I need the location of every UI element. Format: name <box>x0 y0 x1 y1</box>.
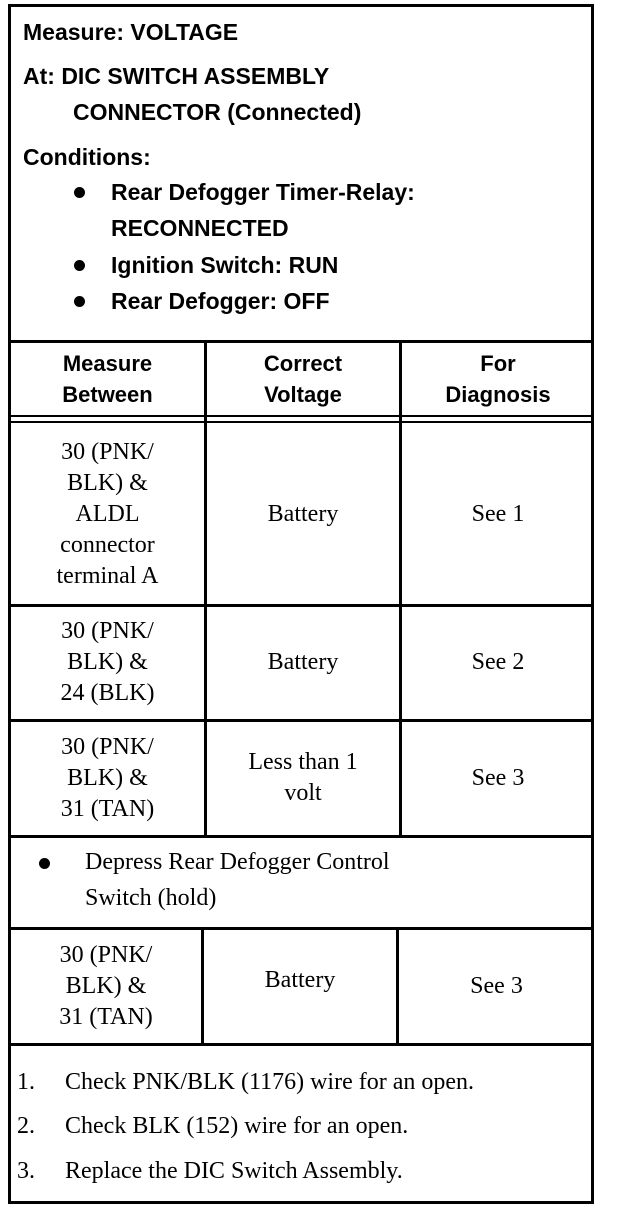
bullet-icon <box>74 296 85 307</box>
column-header-measure-between: Measure Between <box>62 350 153 407</box>
table-row-4-diagnosis: See 3 <box>470 972 523 999</box>
condition-timer-relay: Rear Defogger Timer-Relay: <box>111 179 415 205</box>
bullet-icon <box>39 858 50 869</box>
conditions-label: Conditions: <box>23 144 151 170</box>
note-line2: Switch (hold) <box>85 885 217 911</box>
header-divider <box>11 415 591 423</box>
condition-defogger: Rear Defogger: OFF <box>111 288 330 314</box>
measure-title: Measure: VOLTAGE <box>23 19 239 45</box>
column-header-for-diagnosis: For Diagnosis <box>445 350 551 407</box>
table-row-2-between: 30 (PNK/ BLK) & 24 (BLK) <box>60 618 155 706</box>
test-header <box>11 7 591 343</box>
column-divider <box>396 930 399 1043</box>
voltage-test-chart: Measure: VOLTAGE At: DIC SWITCH ASSEMBLY CONNECTOR (Connected) Conditions: Rear Defogger Timer-Relay: RECONNECTED Ignition Switch: RUN Rear Defogger: OFF Measure Between Correct Voltage For Diagnosis 30 (PNK/ BLK) & ALDL connector terminal A Battery See 1 30 (PNK/ BLK) & 24 (BLK) Battery See 2 30 (PNK/ BLK) & 31 (TAN) Less than 1 volt See 3 Depress Rear Defogger Control Switch (hold) 30 (PNK/ BLK) & 31 (TAN) Battery See 3 1. Check PNK/BLK (1176) wire for an open. 2. Check BLK (152) wire for an open. 3. Replace the DIC Switch Assembly. <box>8 4 594 1204</box>
table-row-3-between: 30 (PNK/ BLK) & 31 (TAN) <box>60 733 155 822</box>
column-divider <box>399 343 402 835</box>
table-row-3-voltage: Less than 1 volt <box>248 749 358 806</box>
table-row-4-voltage: Battery <box>264 966 336 993</box>
row-divider <box>11 835 591 838</box>
at-location-line2: CONNECTOR (Connected) <box>73 99 362 125</box>
condition-timer-relay-state: RECONNECTED <box>111 215 289 241</box>
at-location-line1: At: DIC SWITCH ASSEMBLY <box>23 63 330 89</box>
table-row-4-between: 30 (PNK/ BLK) & 31 (TAN) <box>59 941 153 1030</box>
table-row-2-voltage: Battery <box>267 649 339 675</box>
column-divider <box>204 343 207 835</box>
table-row-2-diagnosis: See 2 <box>471 649 525 675</box>
column-header-correct-voltage: Correct Voltage <box>263 350 343 407</box>
table-row-1-voltage: Battery <box>267 500 339 527</box>
column-divider <box>201 930 204 1043</box>
note-line1: Depress Rear Defogger Control <box>85 849 390 875</box>
table-row-3-diagnosis: See 3 <box>471 764 525 791</box>
bullet-icon <box>74 260 85 271</box>
table-row-1-diagnosis: See 1 <box>471 500 525 527</box>
table-row-1-between: 30 (PNK/ BLK) & ALDL connector terminal A <box>56 438 159 589</box>
bullet-icon <box>74 187 85 198</box>
row-divider <box>11 1043 591 1046</box>
condition-ignition: Ignition Switch: RUN <box>111 252 339 278</box>
